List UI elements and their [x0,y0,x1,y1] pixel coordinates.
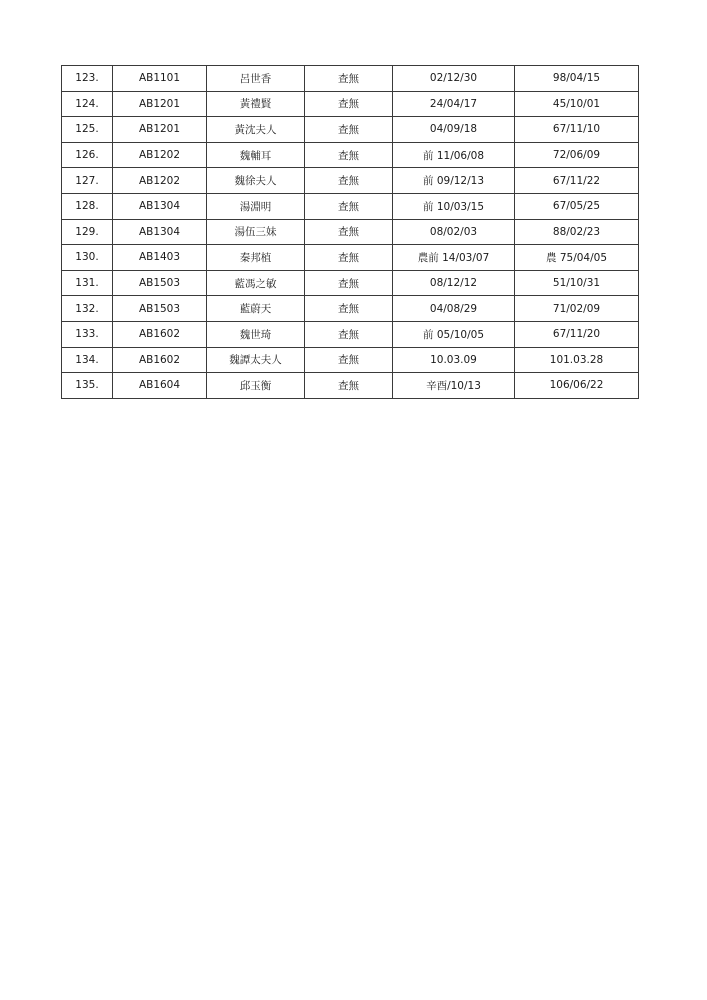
second-date: 98/04/15 [515,66,639,92]
record-code: AB1602 [113,321,207,347]
person-name: 邱玉衡 [207,373,305,399]
second-date: 106/06/22 [515,373,639,399]
row-number: 128. [62,193,113,219]
record-code: AB1201 [113,91,207,117]
first-date: 02/12/30 [393,66,515,92]
row-number: 125. [62,117,113,143]
table-row [62,219,639,245]
person-name: 湯淵明 [207,193,305,219]
record-code: AB1202 [113,168,207,194]
person-name: 呂世香 [207,66,305,92]
status-cell: 查無 [305,321,393,347]
second-date: 71/02/09 [515,296,639,322]
status-cell: 查無 [305,245,393,271]
person-name: 黃沈夫人 [207,117,305,143]
status-cell: 查無 [305,193,393,219]
first-date: 農前 14/03/07 [393,245,515,271]
person-name: 秦邦植 [207,245,305,271]
record-code: AB1503 [113,270,207,296]
first-date: 辛酉/10/13 [393,373,515,399]
table-row [62,66,639,92]
second-date: 67/05/25 [515,193,639,219]
second-date: 67/11/10 [515,117,639,143]
record-code: AB1403 [113,245,207,271]
row-number: 134. [62,347,113,373]
records-table [61,65,639,399]
row-number: 127. [62,168,113,194]
first-date: 04/09/18 [393,117,515,143]
record-code: AB1202 [113,142,207,168]
second-date: 51/10/31 [515,270,639,296]
table-row [62,91,639,117]
second-date: 88/02/23 [515,219,639,245]
row-number: 135. [62,373,113,399]
person-name: 魏輔耳 [207,142,305,168]
record-code: AB1201 [113,117,207,143]
row-number: 124. [62,91,113,117]
table-row [62,117,639,143]
second-date: 67/11/22 [515,168,639,194]
record-code: AB1602 [113,347,207,373]
status-cell: 查無 [305,373,393,399]
table-row [62,373,639,399]
person-name: 魏世琦 [207,321,305,347]
person-name: 湯伍三妹 [207,219,305,245]
first-date: 前 05/10/05 [393,321,515,347]
row-number: 131. [62,270,113,296]
status-cell: 查無 [305,66,393,92]
second-date: 45/10/01 [515,91,639,117]
row-number: 126. [62,142,113,168]
status-cell: 查無 [305,91,393,117]
table-row [62,321,639,347]
record-code: AB1304 [113,219,207,245]
first-date: 08/12/12 [393,270,515,296]
record-code: AB1503 [113,296,207,322]
first-date: 08/02/03 [393,219,515,245]
first-date: 前 09/12/13 [393,168,515,194]
status-cell: 查無 [305,117,393,143]
person-name: 魏譚太夫人 [207,347,305,373]
table-row [62,142,639,168]
person-name: 黃禮賢 [207,91,305,117]
table-row [62,270,639,296]
row-number: 129. [62,219,113,245]
status-cell: 查無 [305,347,393,373]
person-name: 藍蔚天 [207,296,305,322]
status-cell: 查無 [305,142,393,168]
person-name: 藍馮之敏 [207,270,305,296]
person-name: 魏徐夫人 [207,168,305,194]
second-date: 67/11/20 [515,321,639,347]
status-cell: 查無 [305,219,393,245]
status-cell: 查無 [305,168,393,194]
record-code: AB1304 [113,193,207,219]
record-code: AB1604 [113,373,207,399]
record-code: AB1101 [113,66,207,92]
status-cell: 查無 [305,296,393,322]
table-row [62,245,639,271]
status-cell: 查無 [305,270,393,296]
table-row [62,296,639,322]
first-date: 10.03.09 [393,347,515,373]
row-number: 133. [62,321,113,347]
row-number: 123. [62,66,113,92]
table-row [62,168,639,194]
table-row [62,193,639,219]
second-date: 農 75/04/05 [515,245,639,271]
first-date: 前 10/03/15 [393,193,515,219]
first-date: 24/04/17 [393,91,515,117]
first-date: 04/08/29 [393,296,515,322]
first-date: 前 11/06/08 [393,142,515,168]
table-row [62,347,639,373]
row-number: 132. [62,296,113,322]
row-number: 130. [62,245,113,271]
second-date: 72/06/09 [515,142,639,168]
second-date: 101.03.28 [515,347,639,373]
